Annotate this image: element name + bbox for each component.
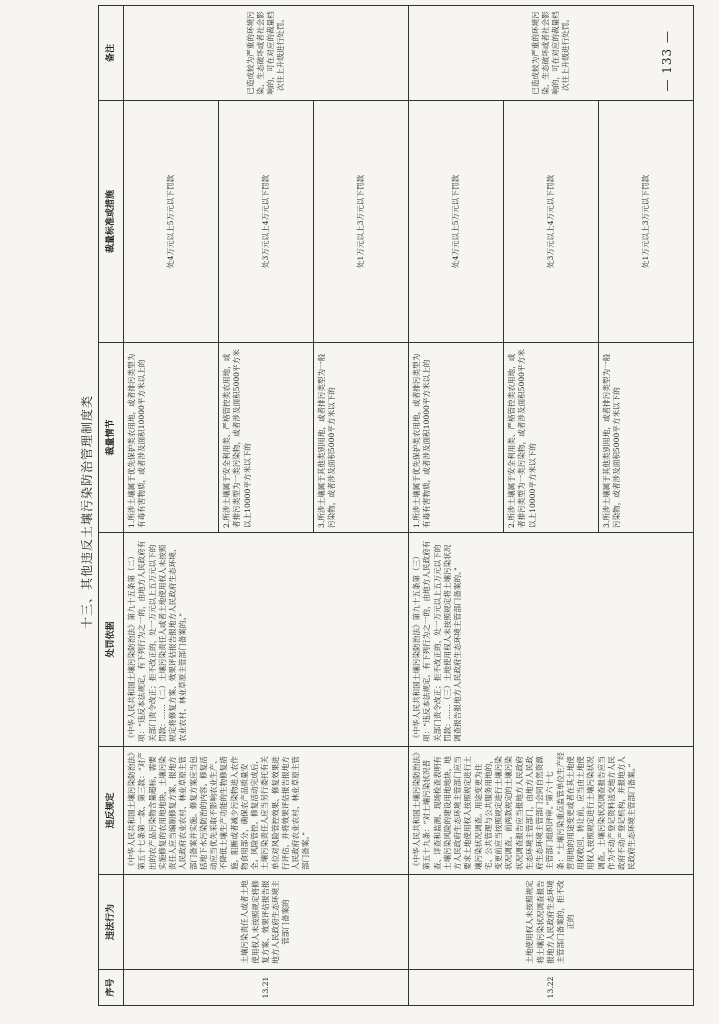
circumstance: 2.所涉土壤属于安全利用类、严格管控类农用地，或者排污类型为一类污染物，或者涉及面积5000平方米以上10000平方米以下的 [504, 343, 599, 533]
table-header-row [99, 6, 124, 1006]
penalty-table [98, 5, 694, 1006]
standard: 处3万元以上4万元以下罚款 [219, 101, 314, 343]
standard: 处3万元以上4万元以下罚款 [504, 101, 599, 343]
circumstance: 1.所涉土壤属于优先保护类农用地，或者排污类型为有毒有害物质，或者涉及面积10000平方米以上的 [124, 343, 219, 533]
standard: 处4万元以上5万元以下罚款 [124, 101, 219, 343]
circumstance: 1.所涉土壤属于优先保护类农用地，或者排污类型为有毒有害物质，或者涉及面积10000平方米以上的 [409, 343, 504, 533]
header-regulation: 违反规定 [99, 747, 124, 875]
standard: 处4万元以上5万元以下罚款 [409, 101, 504, 343]
violation-behavior: 土壤污染责任人或者土地使用权人未按照规定将修复方案、效果评估报告报地方人民政府生态环境主管部门备案的 [124, 875, 409, 970]
violation-behavior: 土地使用权人未按照规定将土壤污染状况调查报告报地方人民政府生态环境主管部门备案的，拒不改正的 [409, 875, 694, 970]
page-number: — 133 — [660, 30, 674, 92]
circumstance: 3.所涉土壤属于其他类别用地，或者排污类型为一般污染物，或者涉及面积5000平方米以下的 [599, 343, 694, 533]
table-row [409, 6, 504, 1006]
header-no: 序号 [99, 970, 124, 1006]
row-number: 13.22 [409, 970, 694, 1006]
standard: 处1万元以上3万元以下罚款 [599, 101, 694, 343]
remark: 已造成较为严重的环境污染、生态破坏或者社会影响的，可在对应的裁量档次往上升级进行处罚。 [409, 6, 694, 101]
header-standard: 裁量标准或措施 [99, 101, 124, 343]
violated-regulation: 《中华人民共和国土壤污染防治法》第五十七条第一款、第三款：“对产出的农产品污染物含量超标，需要实施修复的农用地地块，土壤污染责任人应当编制修复方案，报地方人民政府农业农村、林业草原主管部门备案并实施。修复方案应当包括地下水污染防治的内容。修复活动应当优先采取不影响农业生产、不降低土壤生产功能的生物修复措施，阻断或者减少污染物进入农作物食用部分，确保农产品质量安全。风险管控、修复活动完成后，土壤污染责任人应当另行委托有关单位对风险管控效果、修复效果进行评估，并将效果评估报告报地方人民政府农业农村、林业草原主管部门备案。” [124, 747, 409, 875]
header-behavior: 违法行为 [99, 875, 124, 970]
header-basis: 处罚依据 [99, 533, 124, 747]
section-title: 十三、其他违反土壤污染防治管理制度类 [80, 395, 94, 630]
standard: 处1万元以上3万元以下罚款 [314, 101, 409, 343]
remark: 已造成较为严重的环境污染、生态破坏或者社会影响的，可在对应的裁量档次往上升级进行处罚。 [124, 6, 409, 101]
penalty-basis: 《中华人民共和国土壤污染防治法》第九十五条第（三）项：“违反本法规定，有下列行为之一的，由地方人民政府有关部门责令改正；拒不改正的，处一万元以上五万元以下的罚款：……（三）土地使用权人未按照规定将土壤污染状况调查报告报地方人民政府生态环境主管部门备案的。” [409, 533, 694, 747]
penalty-basis: 《中华人民共和国土壤污染防治法》第九十五条第（二）项：“违反本法规定，有下列行为之一的，由地方人民政府有关部门责令改正；拒不改正的，处一万元以上五万元以下的罚款：……（二）土壤污染责任人或者土地使用权人未按照规定将修复方案、效果评估报告报地方人民政府生态环境、农业农村、林业草原主管部门备案的。” [124, 533, 409, 747]
circumstance: 3.所涉土壤属于其他类别用地，或者排污类型为一般污染物，或者涉及面积5000平方米以下的 [314, 343, 409, 533]
violated-regulation: 《中华人民共和国土壤污染防治法》第五十九条：“对土壤污染状况普查、详查和监测、现场检查表明有土壤污染风险的建设用地地块，地方人民政府生态环境主管部门应当要求土地使用权人按照规定进行土壤污染状况调查。用途变更为住宅、公共管理与公共服务用地的，变更前应当按照规定进行土壤污染状况调查。前两款规定的土壤污染状况调查报告应当报地方人民政府生态环境主管部门，由地方人民政府生态环境主管部门会同自然资源主管部门组织评审。”第六十七条：“土壤污染重点监管单位生产经营用地的用途变更或者在其土地使用权收回、转让前，应当由土地使用权人按照规定进行土壤污染状况调查。土壤污染状况调查报告应当作为不动产登记资料送交地方人民政府不动产登记机构，并报地方人民政府生态环境主管部门备案。” [409, 747, 694, 875]
row-number: 13.21 [124, 970, 409, 1006]
table-row [124, 6, 219, 1006]
header-remark: 备注 [99, 6, 124, 101]
header-circumstance: 裁量情节 [99, 343, 124, 533]
circumstance: 2.所涉土壤属于安全利用类、严格管控类农用地，或者排污类型为一类污染物，或者涉及面积5000平方米以上10000平方米以下的 [219, 343, 314, 533]
